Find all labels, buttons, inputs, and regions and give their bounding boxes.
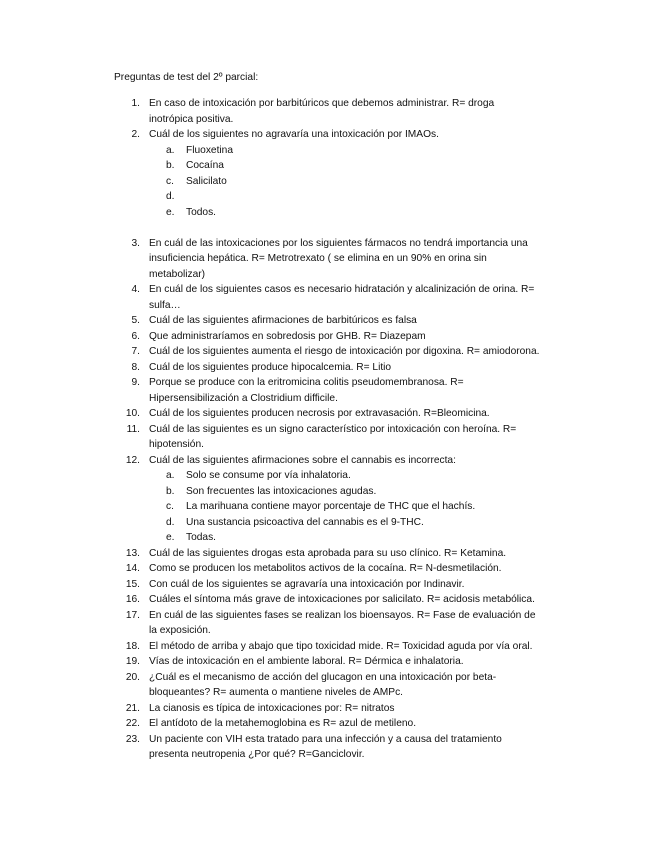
question-text: ¿Cuál es el mecanismo de acción del glucagon en una intoxicación por beta-bloqueantes? R= aumenta o mantiene niveles de AMPc. [149, 671, 497, 698]
question-number: 21. [125, 702, 140, 714]
question-text: Cuáles el síntoma más grave de intoxicaciones por salicilato. R= acidosis metabólica. [149, 594, 535, 605]
answer-option [0, 205, 655, 221]
question-text: Cuál de los siguientes aumenta el riesgo de intoxicación por digoxina. R= amiodorona. [149, 346, 540, 357]
question-text: Cuál de los siguientes produce hipocalcemia. R= Litio [149, 361, 392, 373]
question-item [0, 236, 541, 283]
question-number: 23. [125, 733, 140, 745]
option-text: Todos. [186, 206, 217, 218]
document-title: Preguntas de test del 2º parcial: [114, 72, 259, 83]
question-text: En cuál de los siguientes casos es necesario hidratación y alcalinización de orina. R= sulfa… [149, 284, 535, 311]
option-letter: c. [166, 501, 174, 512]
spacer [0, 220, 655, 236]
question-item [0, 360, 541, 376]
option-text: Fluoxetina [186, 144, 234, 156]
option-text: Cocaína [186, 160, 224, 171]
answer-option [0, 484, 655, 500]
answer-option [0, 499, 655, 515]
question-number: 13. [125, 547, 140, 559]
question-number: 20. [125, 671, 140, 683]
question-text: Cuál de las siguientes drogas esta aprobada para su uso clínico. R= Ketamina. [149, 547, 507, 559]
question-text: El antídoto de la metahemoglobina es R= azul de metileno. [149, 718, 417, 729]
question-number: 22. [125, 718, 140, 729]
question-number: 7. [131, 346, 140, 357]
question-item [0, 313, 541, 329]
question-number: 9. [131, 377, 140, 388]
option-letter: b. [166, 485, 175, 497]
option-letter: e. [166, 206, 175, 218]
question-item [0, 639, 541, 655]
question-number: 3. [131, 237, 140, 249]
question-text: Cuál de las siguientes afirmaciones sobre el cannabis es incorrecta: [149, 454, 456, 466]
question-text: Porque se produce con la eritromicina colitis pseudomembranosa. R= Hipersensibilización a Clostridium difficile. [149, 377, 464, 404]
answer-option [0, 530, 655, 546]
question-item [0, 344, 541, 360]
option-text: Todas. [186, 532, 217, 543]
question-item [0, 453, 541, 469]
question-item [0, 422, 541, 453]
option-letter: c. [166, 175, 174, 187]
question-text: El método de arriba y abajo que tipo toxicidad mide. R= Toxicidad aguda por vía oral. [149, 640, 533, 652]
option-letter: d. [166, 191, 175, 202]
question-text: Un paciente con VIH esta tratado para una infección y a causa del tratamiento presenta neutropenia ¿Por qué? R=Ganciclovir. [149, 733, 502, 760]
question-text: La cianosis es típica de intoxicaciones por: R= nitratos [149, 702, 395, 714]
option-text: La marihuana contiene mayor porcentaje de THC que el hachís. [186, 501, 476, 512]
answer-option [0, 143, 655, 159]
question-item [0, 732, 541, 763]
question-item [0, 716, 541, 732]
option-text: Salicilato [186, 175, 227, 187]
question-item [0, 561, 541, 577]
question-text: En cuál de las siguientes fases se realizan los bioensayos. R= Fase de evaluación de la exposición. [149, 609, 536, 636]
question-number: 11. [126, 423, 140, 435]
question-text: En cuál de las intoxicaciones por los siguientes fármacos no tendrá importancia una insuficiencia hepática. R= Metrotrexato ( se elimina en un 90% en orina sin metabolizar) [149, 237, 528, 280]
option-text: Solo se consume por vía inhalatoria. [186, 470, 351, 481]
question-number: 19. [125, 656, 140, 667]
question-text: Que administraríamos en sobredosis por GHB. R= Diazepam [149, 330, 426, 342]
question-text: Cuál de los siguientes producen necrosis por extravasación. R=Bleomicina. [149, 408, 490, 419]
question-item [0, 670, 541, 701]
question-item [0, 546, 541, 562]
question-item [0, 654, 541, 670]
option-letter: d. [166, 516, 175, 528]
question-number: 10. [125, 408, 140, 419]
question-text: Cuál de las siguientes afirmaciones de barbitúricos es falsa [149, 315, 417, 326]
question-number: 4. [131, 284, 140, 295]
answer-option [0, 158, 655, 174]
question-item [0, 127, 541, 143]
question-text: Cuál de las siguientes es un signo característico por intoxicación con heroína. R= hipotensión. [149, 423, 517, 450]
question-number: 5. [131, 315, 140, 326]
question-item [0, 329, 541, 345]
option-letter: e. [166, 532, 175, 543]
question-item [0, 406, 541, 422]
option-text [186, 191, 189, 202]
question-text: Con cuál de los siguientes se agravaría una intoxicación por Indinavir. [149, 578, 465, 590]
question-number: 15. [125, 578, 140, 590]
question-number: 8. [131, 361, 140, 373]
question-number: 6. [131, 330, 140, 342]
question-number: 18. [125, 640, 140, 652]
question-text: Cuál de los siguientes no agravaría una intoxicación por IMAOs. [149, 129, 439, 140]
answer-option [0, 515, 655, 531]
question-number: 16. [125, 594, 140, 605]
question-item [0, 701, 541, 717]
question-number: 1. [131, 98, 140, 109]
option-letter: a. [166, 144, 175, 156]
question-item [0, 577, 541, 593]
answer-option [0, 189, 655, 205]
question-number: 12. [125, 454, 140, 466]
question-text: Como se producen los metabolitos activos de la cocaína. R= N-desmetilación. [149, 563, 502, 574]
option-letter: a. [166, 470, 175, 481]
option-letter: b. [166, 160, 175, 171]
question-list [0, 96, 655, 763]
question-number: 2. [131, 129, 140, 140]
question-item [0, 375, 541, 406]
question-item [0, 282, 541, 313]
question-number: 17. [125, 609, 140, 621]
question-item [0, 592, 541, 608]
option-text: Son frecuentes las intoxicaciones agudas. [186, 485, 377, 497]
question-text: En caso de intoxicación por barbitúricos que debemos administrar. R= droga inotrópica positiva. [149, 98, 495, 125]
question-number: 14. [125, 563, 140, 574]
answer-option [0, 468, 655, 484]
option-text: Una sustancia psicoactiva del cannabis es el 9-THC. [186, 516, 424, 528]
answer-option [0, 174, 655, 190]
question-text: Vías de intoxicación en el ambiente laboral. R= Dérmica e inhalatoria. [149, 656, 464, 667]
question-item [0, 96, 541, 127]
question-item [0, 608, 541, 639]
